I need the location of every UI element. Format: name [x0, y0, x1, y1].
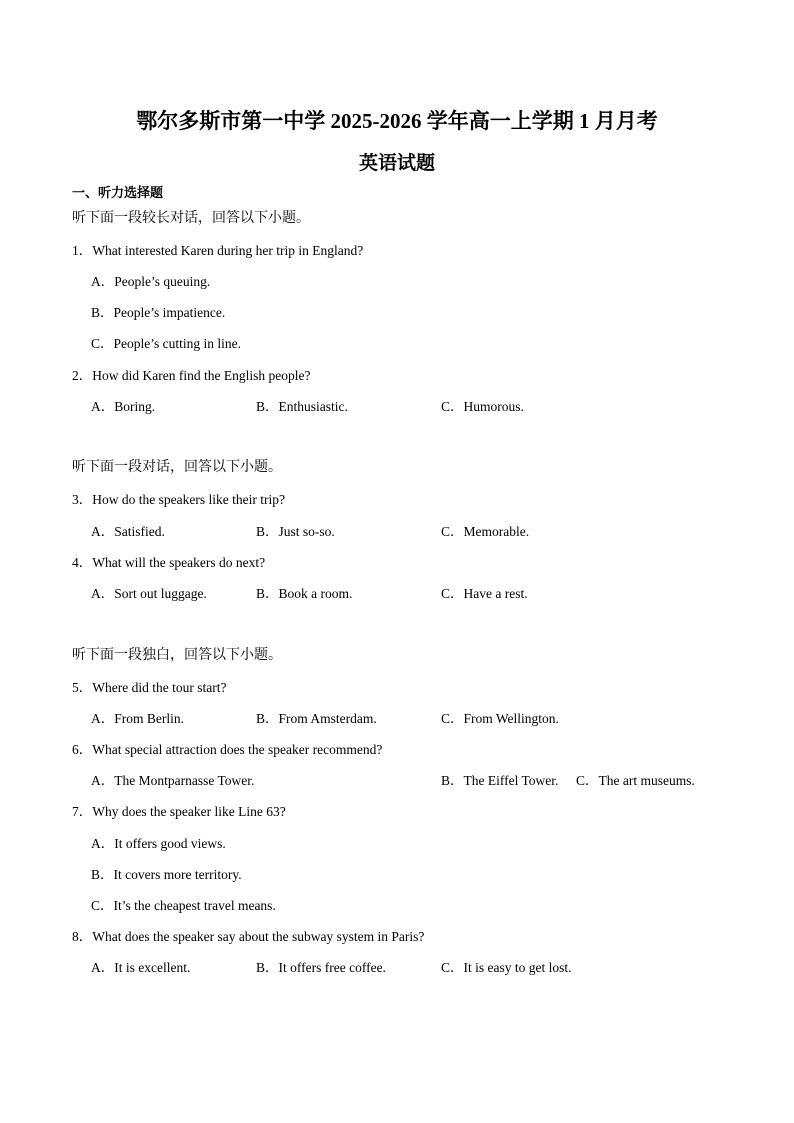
- question-1: [72, 239, 363, 259]
- question-3: [72, 488, 285, 508]
- question-text: How did Karen find the English people?: [92, 368, 311, 383]
- question-text: How do the speakers like their trip?: [92, 492, 285, 507]
- question-number: 1．: [72, 243, 93, 258]
- question-7: [72, 800, 286, 820]
- question-number: 2．: [72, 368, 93, 383]
- listening-intro-2: 听下面一段对话，回答以下小题。: [72, 460, 282, 475]
- q6-option-b: B．The Eiffel Tower.: [441, 773, 559, 788]
- q3-option-b: B．Just so-so.: [256, 524, 335, 539]
- listening-intro-1: 听下面一段较长对话，回答以下小题。: [72, 211, 310, 226]
- q8-option-c: C．It is easy to get lost.: [441, 960, 572, 975]
- q8-option-b: B．It offers free coffee.: [256, 960, 386, 975]
- question-6: [72, 738, 382, 758]
- question-text: What will the speakers do next?: [92, 555, 266, 570]
- question-text: What special attraction does the speaker recommend?: [92, 742, 383, 757]
- exam-title: 鄂尔多斯市第一中学 2025-2026 学年高一上学期 1 月月考: [136, 109, 658, 133]
- section-heading: 一、听力选择题: [72, 185, 164, 200]
- q5-option-b: B．From Amsterdam.: [256, 711, 377, 726]
- q4-option-c: C．Have a rest.: [441, 586, 528, 601]
- q2-option-a: A．Boring.: [91, 399, 156, 414]
- question-text: Where did the tour start?: [92, 680, 227, 695]
- q7-option-b: B．It covers more territory.: [91, 867, 242, 882]
- question-number: 4．: [72, 555, 93, 570]
- q6-option-c: C．The art museums.: [576, 773, 695, 788]
- question-number: 6．: [72, 742, 93, 757]
- question-4: [72, 551, 265, 571]
- q4-option-b: B．Book a room.: [256, 586, 353, 601]
- question-text: What does the speaker say about the subway system in Paris?: [92, 929, 425, 944]
- q2-option-b: B．Enthusiastic.: [256, 399, 348, 414]
- question-number: 5．: [72, 680, 93, 695]
- question-2: [72, 364, 310, 384]
- q7-option-a: A．It offers good views.: [91, 836, 226, 851]
- q4-option-a: A．Sort out luggage.: [91, 586, 207, 601]
- question-number: 7．: [72, 804, 93, 819]
- q2-option-c: C．Humorous.: [441, 399, 524, 414]
- q1-option-c: C．People’s cutting in line.: [91, 336, 241, 351]
- q3-option-c: C．Memorable.: [441, 524, 530, 539]
- q3-option-a: A．Satisfied.: [91, 524, 165, 539]
- question-text: Why does the speaker like Line 63?: [92, 804, 286, 819]
- q6-option-a: A．The Montparnasse Tower.: [91, 773, 255, 788]
- question-text: What interested Karen during her trip in England?: [92, 243, 364, 258]
- question-5: [72, 676, 226, 696]
- question-number: 8．: [72, 929, 93, 944]
- q5-option-a: A．From Berlin.: [91, 711, 184, 726]
- question-8: [72, 925, 424, 945]
- q1-option-b: B．People’s impatience.: [91, 305, 226, 320]
- q5-option-c: C．From Wellington.: [441, 711, 559, 726]
- exam-subtitle: 英语试题: [358, 153, 435, 174]
- question-number: 3．: [72, 492, 93, 507]
- q1-option-a: A．People’s queuing.: [91, 274, 211, 289]
- q8-option-a: A．It is excellent.: [91, 960, 191, 975]
- q7-option-c: C．It’s the cheapest travel means.: [91, 898, 276, 913]
- listening-intro-3: 听下面一段独白，回答以下小题。: [72, 648, 282, 663]
